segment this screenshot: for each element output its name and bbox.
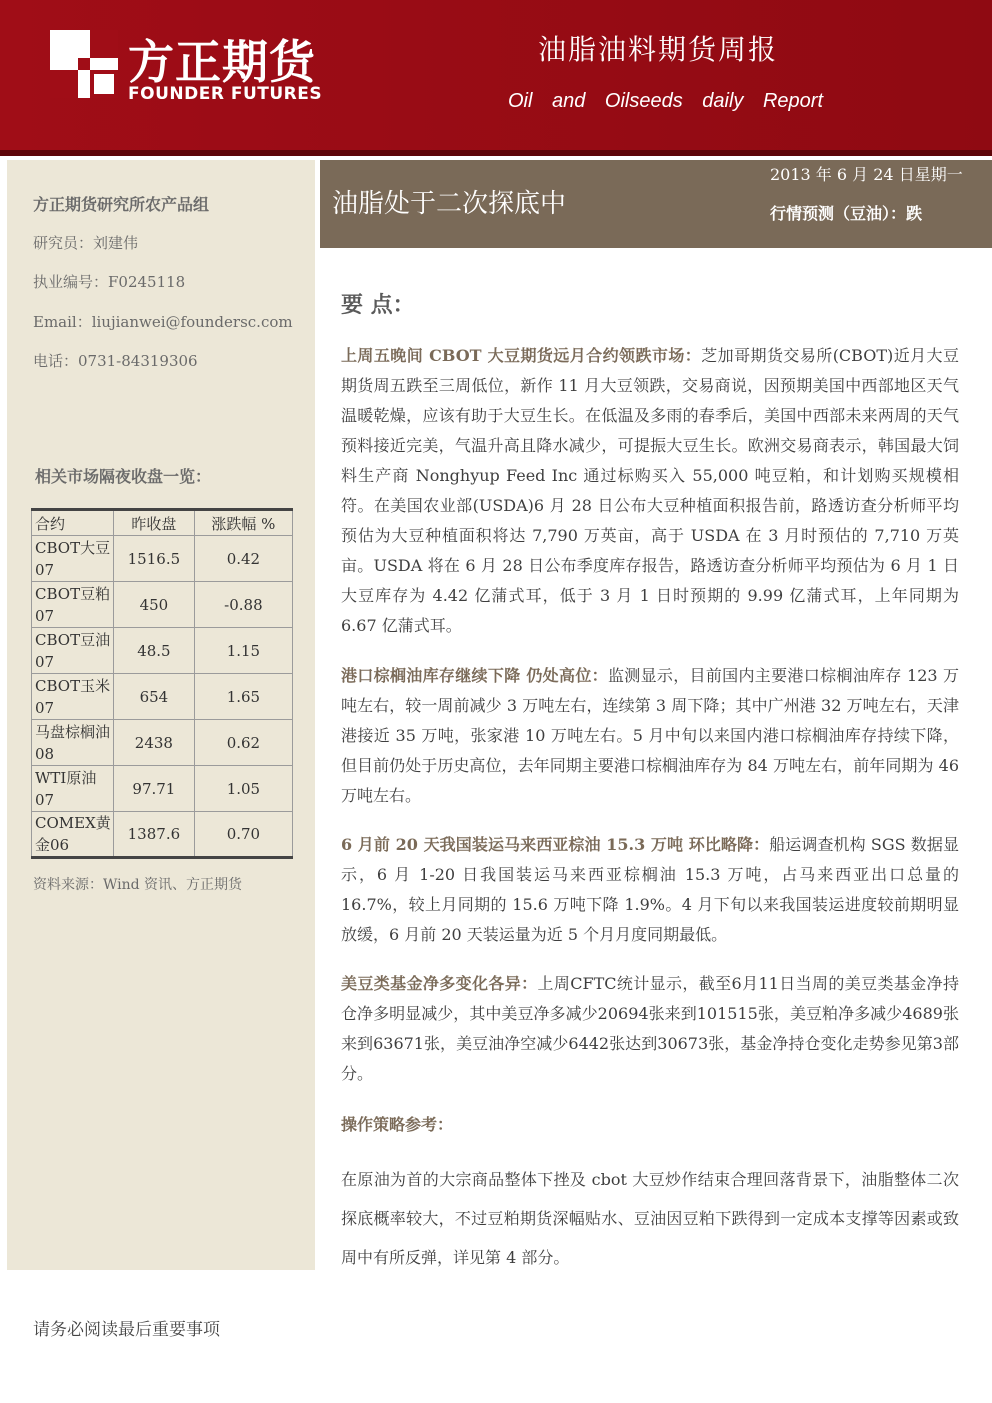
data-source: 资料来源：Wind 资讯、方正期货 bbox=[33, 877, 243, 893]
table-row bbox=[32, 812, 293, 858]
contract-name: CBOT豆油07 bbox=[32, 628, 114, 674]
key-point-paragraph bbox=[341, 969, 959, 1089]
header-divider bbox=[0, 150, 992, 156]
footer-notice: 请务必阅读最后重要事项 bbox=[33, 1320, 220, 1340]
table-row bbox=[32, 720, 293, 766]
contract-name: 马盘棕榈油08 bbox=[32, 720, 114, 766]
key-point-body: 芝加哥期货交易所(CBOT)近月大豆期货周五跌至三周低位，新作 11 月大豆领跌，交易商说，因预期美国中西部地区天气温暖乾燥，应该有助于大豆生长。在低温及多雨的春季后，美国中西部未来两周的天气预料接近完美，气温升高且降水减少，可提振大豆生长。欧洲交易商表示，韩国最大饲料生产商 Nonghyup Feed Inc 通过标购买入 55,000 吨豆粕，和计划购买规模相符。在美国农业部(USDA)6 月 28 日公布大豆种植面积报告前，路透访查分析师平均预估为大豆种植面积将达 7,790 万英亩，高于 USDA 在 3 月时预估的 7,710 万英亩。USDA 将在 6 月 28 日公布季度库存报告，路透访查分析师平均预估为 6 月 1 日大豆库存为 4.42 亿蒲式耳，低于 3 月 1 日时预期的 9.99 亿蒲式耳，上年同期为 6.67 亿蒲式耳。 bbox=[341, 346, 959, 635]
report-title-cn: 油脂油料期货周报 bbox=[538, 33, 779, 66]
founder-logo-icon bbox=[50, 30, 118, 98]
change-value: 0.42 bbox=[194, 536, 292, 582]
column-header-contract: 合约 bbox=[32, 510, 114, 536]
analyst-email: Email：liujianwei@foundersc.com bbox=[33, 313, 293, 331]
report-headline: 油脂处于二次探底中 bbox=[332, 189, 567, 219]
brand-name-cn: 方正期货 bbox=[128, 35, 316, 89]
change-value: 1.65 bbox=[194, 674, 292, 720]
table-row bbox=[32, 766, 293, 812]
contract-name: CBOT大豆07 bbox=[32, 536, 114, 582]
strategy-heading: 操作策略参考： bbox=[341, 1115, 454, 1134]
contract-name: COMEX黄金06 bbox=[32, 812, 114, 858]
change-value: -0.88 bbox=[194, 582, 292, 628]
close-value: 2438 bbox=[114, 720, 195, 766]
strategy-paragraph: 在原油为首的大宗商品整体下挫及 cbot 大豆炒作结束合理回落背景下，油脂整体二次探底概率较大，不过豆粕期货深幅贴水、豆油因豆粕下跌得到一定成本支撑等因素或致周中有所反弹，详见第 4 部分。 bbox=[341, 1170, 959, 1267]
table-row bbox=[32, 536, 293, 582]
key-point-lead: 6 月前 20 天我国装运马来西亚棕油 15.3 万吨 环比略降： bbox=[341, 835, 770, 854]
key-points-heading: 要 点： bbox=[341, 292, 415, 318]
license-number: 执业编号：F0245118 bbox=[33, 273, 186, 291]
contract-name: CBOT豆粕07 bbox=[32, 582, 114, 628]
column-header-close: 昨收盘 bbox=[114, 510, 195, 536]
key-point-lead: 港口棕榈油库存继续下降 仍处高位： bbox=[341, 666, 608, 685]
close-value: 654 bbox=[114, 674, 195, 720]
close-value: 48.5 bbox=[114, 628, 195, 674]
change-value: 0.70 bbox=[194, 812, 292, 858]
column-header-change: 涨跌幅 % bbox=[194, 510, 292, 536]
market-table-title: 相关市场隔夜收盘一览： bbox=[35, 467, 212, 486]
key-point-body: 监测显示，目前国内主要港口棕榈油库存 123 万吨左右，较一周前减少 3 万吨左右，连续第 3 周下降；其中广州港 32 万吨左右，天津港接近 35 万吨，张家港 10 万吨左右。5 月中旬以来国内港口棕榈油库存持续下降，但目前仍处于历史高位，去年同期主要港口棕榈油库存为 84 万吨左右，前年同期为 46 万吨左右。 bbox=[341, 666, 959, 805]
table-row bbox=[32, 582, 293, 628]
key-point-paragraph bbox=[341, 341, 959, 641]
change-value: 0.62 bbox=[194, 720, 292, 766]
key-point-body: 船运调查机构 SGS 数据显示，6 月 1-20 日我国装运马来西亚棕榈油 15.3 万吨，占马来西亚出口总量的 16.7%，较上月同期的 15.6 万吨下降 1.9%。4 月下旬以来我国装运进度较前期明显放缓，6 月前 20 天装运量为近 5 个月月度同期最低。 bbox=[341, 835, 959, 944]
close-value: 450 bbox=[114, 582, 195, 628]
close-value: 97.71 bbox=[114, 766, 195, 812]
key-point-lead: 美豆类基金净多变化各异： bbox=[341, 974, 538, 993]
close-value: 1387.6 bbox=[114, 812, 195, 858]
analyst-phone: 电话：0731-84319306 bbox=[33, 352, 198, 370]
brand-name-en: FOUNDER FUTURES bbox=[128, 84, 323, 104]
close-value: 1516.5 bbox=[114, 536, 195, 582]
research-group: 方正期货研究所农产品组 bbox=[33, 195, 210, 214]
market-forecast: 行情预测（豆油）：跌 bbox=[770, 204, 923, 223]
change-value: 1.15 bbox=[194, 628, 292, 674]
change-value: 1.05 bbox=[194, 766, 292, 812]
analyst-name: 研究员：刘建伟 bbox=[33, 234, 139, 252]
table-row bbox=[32, 628, 293, 674]
key-point-paragraph bbox=[341, 661, 959, 811]
key-point-body: 上周CFTC统计显示，截至6月11日当周的美豆类基金净持仓净多明显减少，其中美豆净多减少20694张来到101515张，美豆粕净多减少4689张来到63671张，美豆油净空减少6442张达到30673张，基金净持仓变化走势参见第3部分。 bbox=[341, 974, 959, 1083]
table-header-row bbox=[32, 510, 293, 536]
table-row bbox=[32, 674, 293, 720]
market-close-table bbox=[31, 508, 293, 859]
contract-name: WTI原油07 bbox=[32, 766, 114, 812]
key-point-lead: 上周五晚间 CBOT 大豆期货远月合约领跌市场： bbox=[341, 346, 702, 365]
report-title-en: Oil and Oilseeds daily Report bbox=[508, 90, 824, 112]
report-date: 2013 年 6 月 24 日星期一 bbox=[770, 165, 963, 184]
contract-name: CBOT玉米07 bbox=[32, 674, 114, 720]
key-point-paragraph bbox=[341, 830, 959, 950]
